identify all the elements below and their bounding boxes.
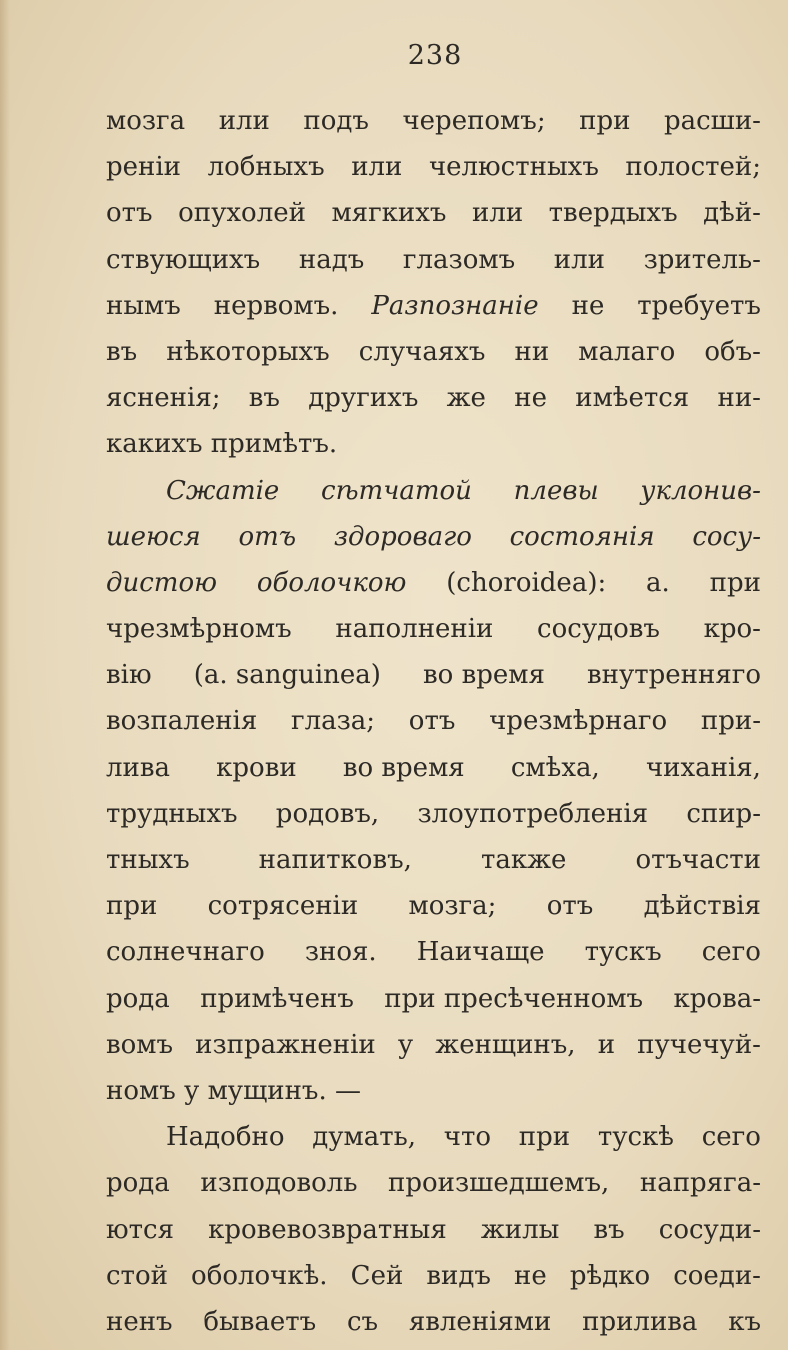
body-text: другихъ [308,383,419,414]
body-text: явленіями [408,1306,552,1337]
body-text: во время [342,752,465,783]
text-line [106,1299,761,1345]
body-text: ни- [717,383,761,414]
body-text: трудныхъ [106,798,238,829]
body-text: Сей [350,1260,404,1291]
body-text: вію [106,660,152,691]
body-text: не [571,290,605,321]
body-text: какихъ примѣтъ. [106,429,338,460]
body-text: отъ [408,706,456,737]
body-text: надъ [298,244,365,275]
body-text: тныхъ [106,845,190,875]
body-text: примѣченъ [200,983,354,1014]
italic-text: Разпознаніе [371,290,539,321]
body-text: сего [701,1122,761,1153]
body-text: глаза; [290,706,376,737]
body-text: крови [216,752,297,783]
body-text: а. [646,567,670,598]
body-text: Наичаще [416,937,545,968]
text-line [106,375,761,421]
body-text: оболочкѣ. [191,1260,328,1291]
body-text: во время [423,660,545,691]
body-text: къ [728,1306,761,1337]
body-text: отъ [106,198,153,229]
body-text: твердыхъ [548,198,678,229]
body-text: нѣкоторыхъ [166,336,330,367]
body-text: изподоволь [200,1168,358,1199]
text-line [106,1022,761,1068]
text-line [106,98,761,144]
body-text: напитковъ, [258,845,412,875]
text-line [106,1160,761,1206]
text-line [106,329,761,375]
italic-text: дистою [106,567,217,598]
body-text: объ- [704,336,761,367]
body-text: глазомъ [402,244,516,275]
text-line [106,1253,761,1299]
body-text: также [480,845,567,875]
body-text: сосуди- [658,1214,761,1245]
body-text: рода [106,983,170,1014]
text-line [106,606,761,652]
body-text: мозга [106,106,186,136]
text-line [106,1207,761,1253]
body-text: (a. sanguinea) [193,660,381,691]
text-line [106,976,761,1022]
body-text: отъчасти [635,845,761,875]
body-text: при [518,1122,571,1153]
text-line [106,1068,761,1114]
italic-text: сосу- [692,521,761,552]
body-text: въ [593,1214,625,1245]
body-text: солнечнаго [106,937,265,968]
body-text: отъ [546,891,594,922]
body-text: при [106,891,158,922]
body-text: съ [346,1306,379,1337]
body-text: или [218,106,270,136]
body-text: случаяхъ [358,336,486,367]
page-number: 238 [407,40,463,71]
italic-text: плевы [513,475,599,506]
body-text: рода [106,1168,170,1199]
body-text: внутренняго [586,660,761,691]
body-text: произшедшемъ, [388,1168,610,1199]
text-line [106,144,761,190]
italic-text: оболочкою [256,567,407,598]
body-text: возпаленія [106,706,258,737]
page-edge-shadow [0,0,10,1350]
body-text: бываетъ [203,1306,317,1337]
body-text: что [443,1122,492,1153]
body-text: думать, [312,1122,417,1153]
body-text: изпражненіи [195,1029,376,1060]
body-text: полостей; [625,152,761,183]
body-text: дѣйствія [643,891,761,922]
body-text: черепомъ; [402,106,546,136]
body-text: ются [106,1214,174,1245]
text-line [106,929,761,975]
body-text: опухолей [178,198,306,229]
body-text: или [471,198,524,229]
body-text: сего [701,937,761,968]
body-text: ясненія; [106,383,221,414]
body-text: при [579,106,631,136]
body-text: лива [106,752,170,783]
body-text: лобныхъ [207,152,325,183]
body-text: тускѣ [597,1122,674,1153]
body-text: сосудовъ [537,614,660,645]
body-text: при пресѣченномъ [384,983,644,1014]
body-text: при [709,567,761,598]
body-text: мягкихъ [331,198,447,229]
text-line [106,745,761,791]
body-text: же [446,383,486,414]
text-line [106,421,761,467]
body-text: спир- [686,798,761,829]
body-text: или [553,244,605,275]
body-text: имѣется [575,383,690,414]
page-text-body [106,98,761,1345]
body-text: кро- [703,614,761,645]
body-text: въ [106,336,138,367]
body-text: тускъ [584,937,662,968]
body-text: видъ [426,1260,491,1291]
body-text: нымъ [106,290,181,321]
body-text: сотрясеніи [207,891,359,922]
body-text: Надобно [166,1122,285,1153]
body-text: родовъ, [275,798,380,829]
body-text: нервомъ. [213,290,339,321]
body-text: требуетъ [637,290,761,321]
body-text: соеди- [673,1260,761,1291]
body-text: кровевозвратныя [208,1214,447,1245]
body-text: расши- [663,106,761,136]
body-text: жилы [480,1214,560,1245]
text-line [106,652,761,698]
body-text: (choroidea): [446,567,607,598]
text-line [106,698,761,744]
text-line [106,560,761,606]
text-line [106,514,761,560]
text-line [106,468,761,514]
body-text: номъ у мущинъ. — [106,1075,361,1106]
italic-text: шеюся [106,521,201,552]
body-text: и [597,1029,616,1060]
body-text: дѣй- [703,198,761,229]
body-text: наполненіи [335,614,494,645]
body-text: чрезмѣрномъ [106,614,292,645]
body-text: чрезмѣрнаго [489,706,668,737]
body-text: смѣха, [510,752,600,783]
text-line [106,791,761,837]
italic-text: уклонив- [640,475,761,506]
text-line [106,237,761,283]
body-text: въ [248,383,280,414]
body-text: подъ [303,106,369,136]
italic-text: здороваго [333,521,472,552]
body-text: при- [700,706,761,737]
body-text: ненъ [106,1306,173,1337]
italic-text: состоянія [509,521,655,552]
body-text: не [514,383,547,414]
body-text: пучечуй- [637,1029,761,1060]
body-text: реніи [106,152,182,183]
italic-text: отъ [238,521,297,552]
text-line [106,283,761,329]
body-text: ствующихъ [106,244,261,275]
body-text: зритель- [643,244,761,275]
body-text: у [397,1029,414,1060]
body-text: рѣдко [569,1260,651,1291]
body-text: малаго [578,336,676,367]
body-text: вомъ [106,1029,174,1060]
italic-text: Сжатіе [166,475,280,506]
italic-text: сѣтчатой [321,475,472,506]
body-text: чиханія, [645,752,761,783]
body-text: женщинъ, [435,1029,576,1060]
body-text: напряга- [639,1168,761,1199]
body-text: ни [514,336,550,367]
body-text: мозга; [408,891,497,922]
body-text: или [351,152,403,183]
body-text: злоупотребленія [417,798,649,829]
body-text: крова- [673,983,761,1014]
body-text: зноя. [304,937,377,968]
body-text: челюстныхъ [428,152,599,183]
text-line [106,1114,761,1160]
body-text: прилива [582,1306,698,1337]
body-text: стой [106,1260,168,1291]
text-line [106,883,761,929]
text-line [106,837,761,883]
text-line [106,190,761,236]
body-text: не [514,1260,547,1291]
